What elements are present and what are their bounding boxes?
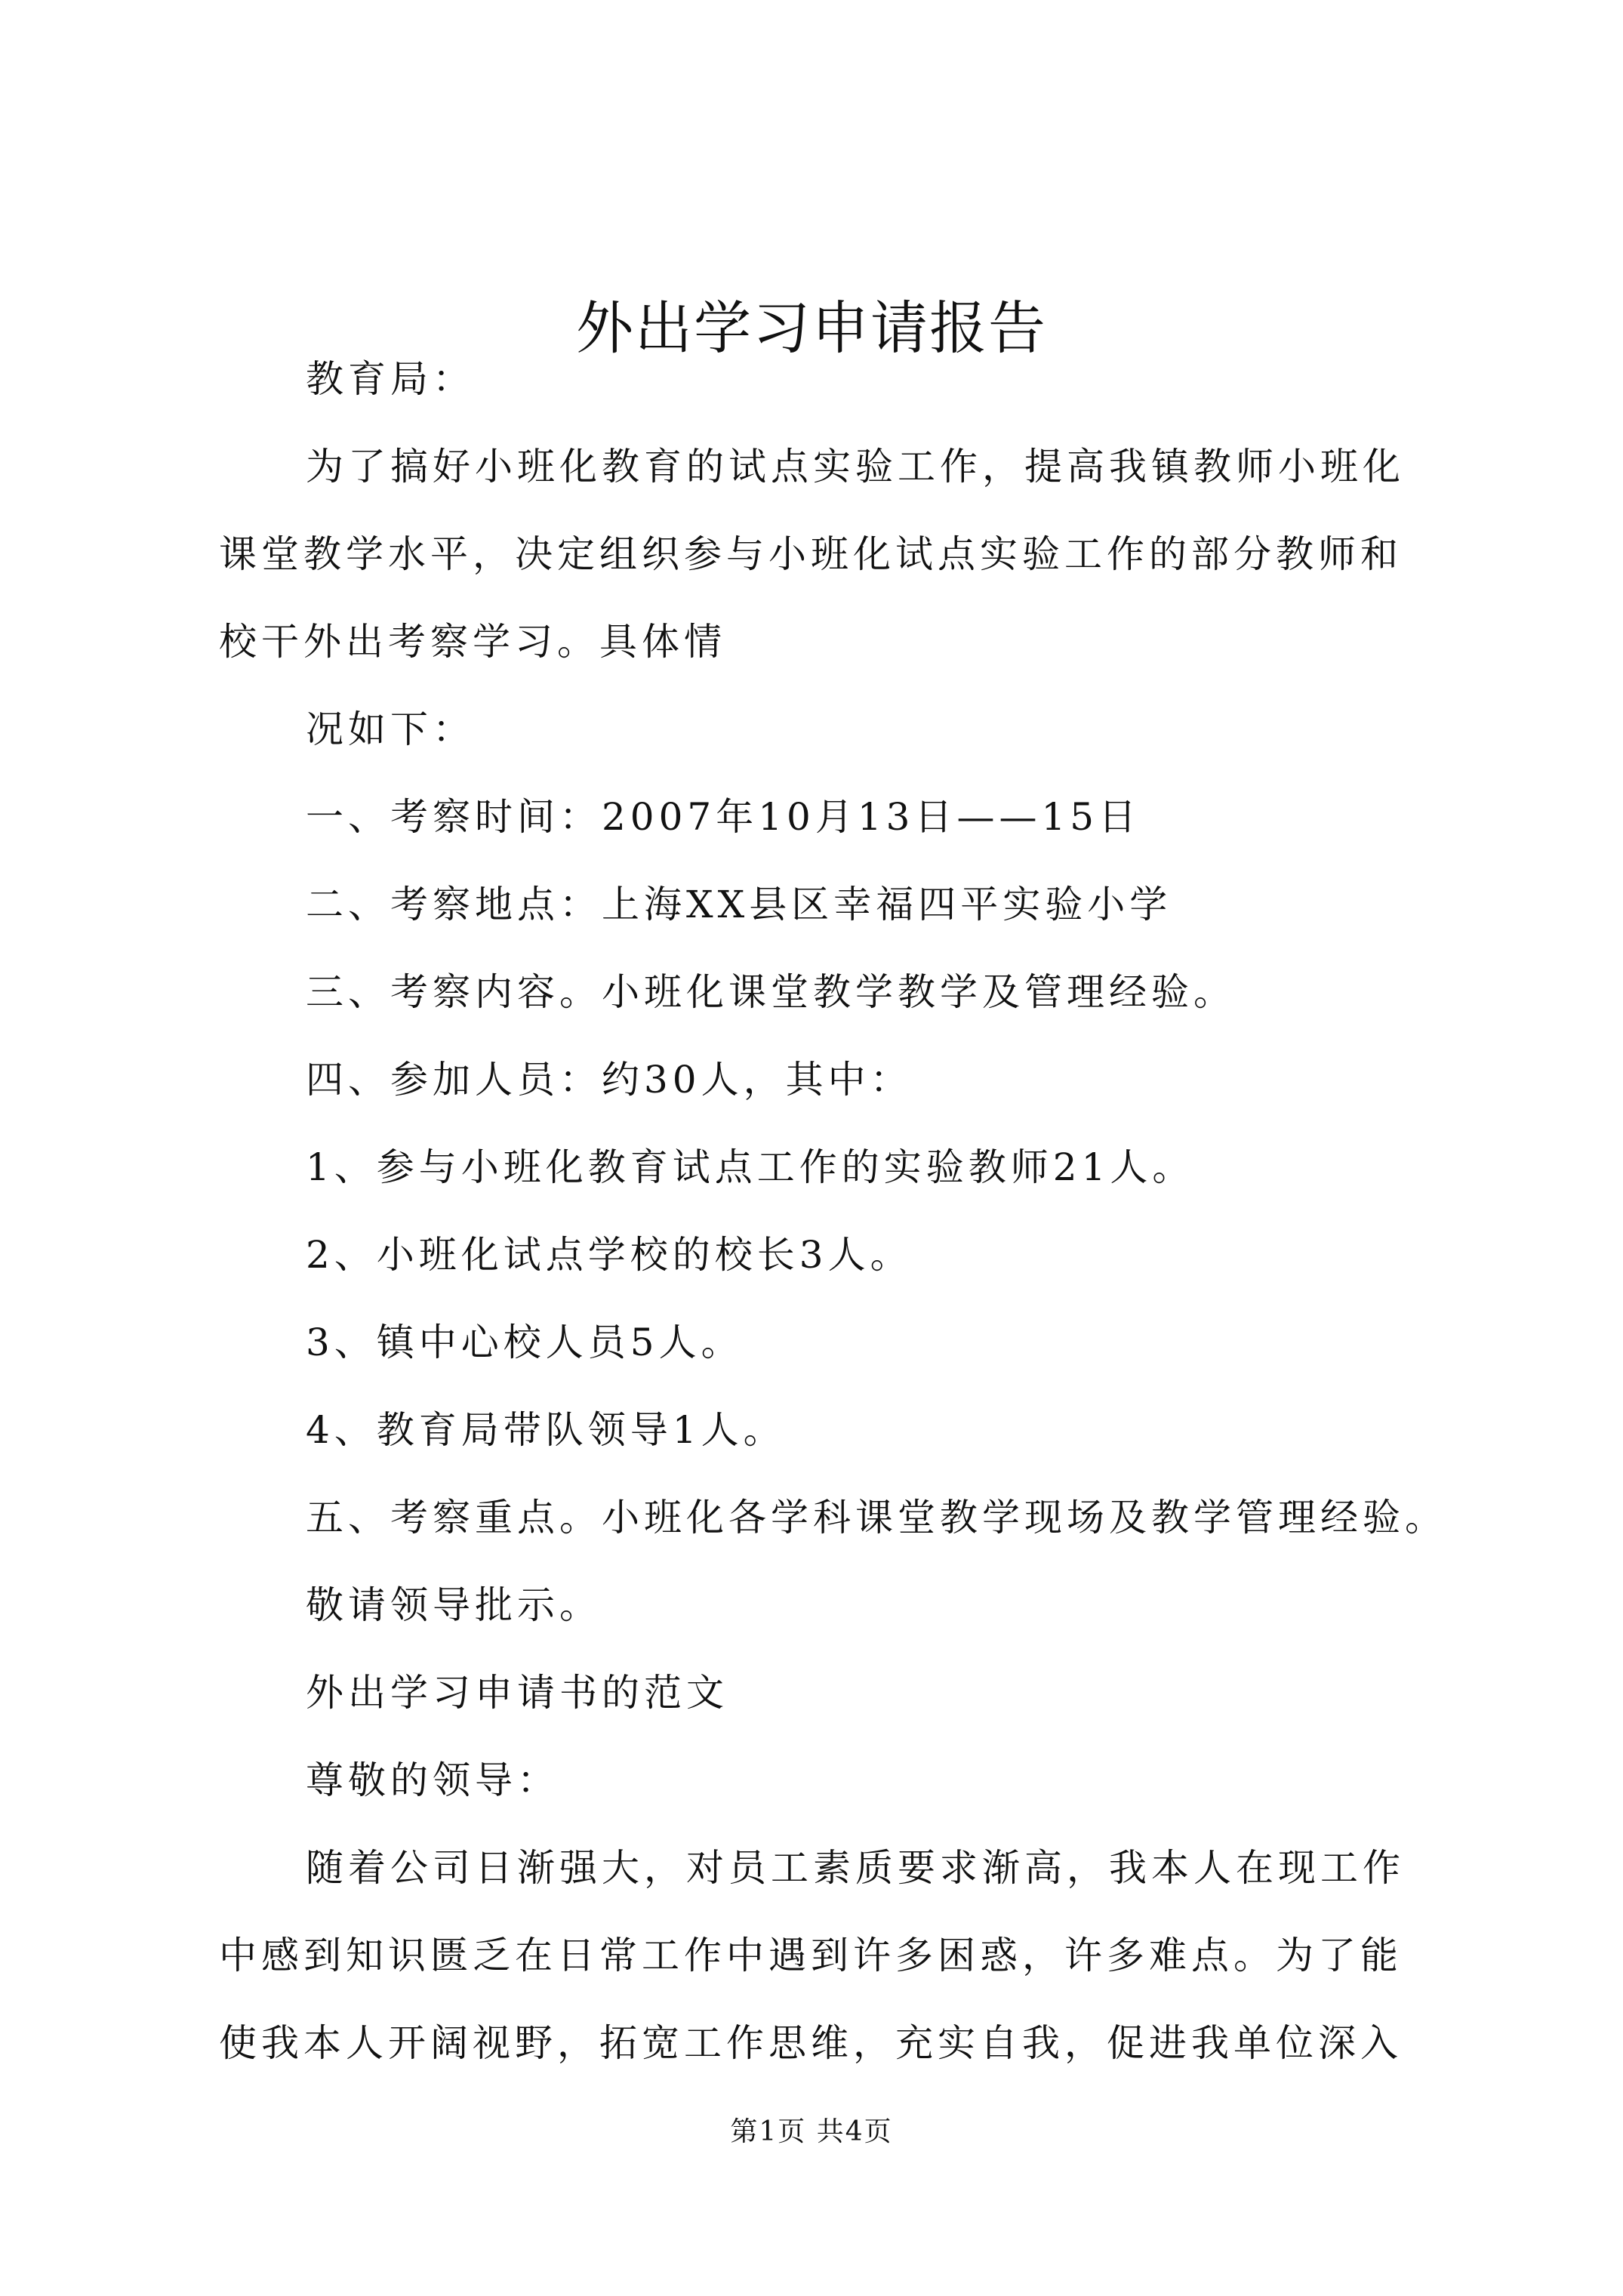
list-item: 三、考察内容。小班化课堂教学教学及管理经验。 <box>306 970 1236 1014</box>
paragraph-line: 随着公司日渐强大，对员工素质要求渐高，我本人在现工作 <box>306 1846 1405 1890</box>
list-item: 3、镇中心校人员5人。 <box>306 1321 744 1364</box>
paragraph-line: 使我本人开阔视野，拓宽工作思维，充实自我，促进我单位深入 <box>219 2021 1403 2065</box>
list-item: 2、小班化试点学校的校长3人。 <box>306 1233 913 1277</box>
page-number-footer: 第1页 共4页 <box>730 2116 893 2147</box>
list-item: 4、教育局带队领导1人。 <box>306 1408 786 1452</box>
paragraph-line: 中感到知识匮乏在日常工作中遇到许多困惑，许多难点。为了能 <box>219 1934 1403 1977</box>
salutation-line: 尊敬的领导： <box>306 1758 559 1802</box>
list-item: 一、考察时间：2007年10月13日——15日 <box>306 795 1141 839</box>
paragraph-line: 校干外出考察学习。具体情 <box>219 620 726 664</box>
paragraph-line: 况如下： <box>306 707 475 751</box>
list-item: 四、参加人员：约30人，其中： <box>306 1058 913 1102</box>
list-item: 五、考察重点。小班化各学科课堂教学现场及教学管理经验。 <box>306 1496 1447 1539</box>
paragraph-line: 课堂教学水平，决定组织参与小班化试点实验工作的部分教师和 <box>219 532 1403 576</box>
list-item: 1、参与小班化教育试点工作的实验教师21人。 <box>306 1145 1195 1189</box>
list-item: 二、考察地点：上海XX县区幸福四平实验小学 <box>306 883 1172 926</box>
closing-line: 敬请领导批示。 <box>306 1583 602 1627</box>
salutation-line: 教育局： <box>306 357 475 401</box>
section-heading: 外出学习申请书的范文 <box>306 1671 728 1715</box>
document-title: 外出学习申请报告 <box>576 294 1047 362</box>
paragraph-line: 为了搞好小班化教育的试点实验工作，提高我镇教师小班化 <box>306 445 1405 488</box>
